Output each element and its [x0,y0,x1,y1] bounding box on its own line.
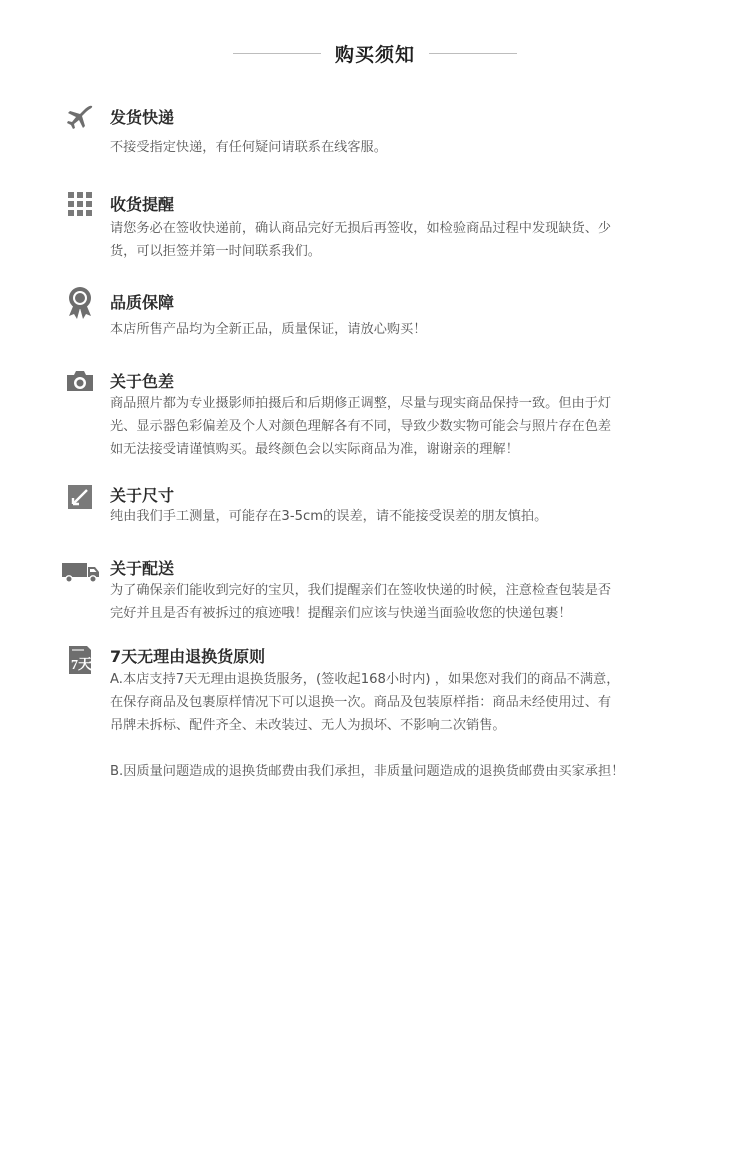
section-line: 如无法接受请谨慎购买。最终颜色会以实际商品为准，谢谢亲的理解！ [110,442,519,457]
section-body [110,217,690,263]
airplane-icon [64,102,96,134]
section-body [110,392,690,461]
section-line: A.本店支持7天无理由退换货服务，(签收起168小时内) ，如果您对我们的商品不满意， [110,672,620,687]
section-body [110,579,690,625]
section-line: 本店所售产品均为全新正品，质量保证，请放心购买！ [110,322,427,337]
section-title: 7天无理由退换货原则 [110,647,266,666]
page-header [0,38,750,68]
section-body [110,505,690,528]
section-line: 光、显示器色彩偏差及个人对颜色理解各有不同，导致少数实物可能会与照片存在色差 [110,419,612,434]
section-body [110,668,690,783]
section-line: 不接受指定快递，有任何疑问请联系在线客服。 [110,140,387,155]
section-line: 为了确保亲们能收到完好的宝贝，我们提醒亲们在签收快递的时候，注意检查包装是否 [110,583,612,598]
header-divider-right [429,53,517,54]
award-ribbon-icon [64,287,96,319]
section-line: 完好并且是否有被拆过的痕迹哦！提醒亲们应该与快递当面验收您的快递包裹！ [110,606,572,621]
section-line: 货，可以拒签并第一时间联系我们。 [110,244,321,259]
header-divider-left [233,53,321,54]
seven-day-icon-label: 7天 [71,658,92,673]
section-line: 请您务必在签收快递前，确认商品完好无损后再签收，如检验商品过程中发现缺货、少 [110,221,612,236]
section-title: 关于尺寸 [110,486,175,505]
section-title: 收货提醒 [110,195,175,214]
grid-icon [64,188,96,220]
section-title: 品质保障 [110,293,175,312]
seven-day-return-icon [64,644,96,676]
section-body [110,136,690,159]
section-title: 关于色差 [110,372,175,391]
section-line: 吊牌未拆标、配件齐全、未改装过、无人为损坏、不影响二次销售。 [110,718,506,733]
section-line: 纯由我们手工测量，可能存在3-5cm的误差，请不能接受误差的朋友慎拍。 [110,509,548,524]
ruler-measure-icon [64,481,96,513]
section-line: B.因质量问题造成的退换货邮费由我们承担，非质量问题造成的退换货邮费由买家承担！ [110,764,625,779]
page-title: 购买须知 [334,43,415,66]
section-body [110,318,690,341]
section-line: 商品照片都为专业摄影师拍摄后和后期修正调整，尽量与现实商品保持一致。但由于灯 [110,396,612,411]
section-title: 关于配送 [110,559,175,578]
section-title: 发货快递 [110,108,175,127]
camera-icon [64,365,96,397]
section-line: 在保存商品及包裹原样情况下可以退换一次。商品及包装原样指：商品未经使用过、有 [110,695,612,710]
delivery-truck-icon [61,556,101,588]
